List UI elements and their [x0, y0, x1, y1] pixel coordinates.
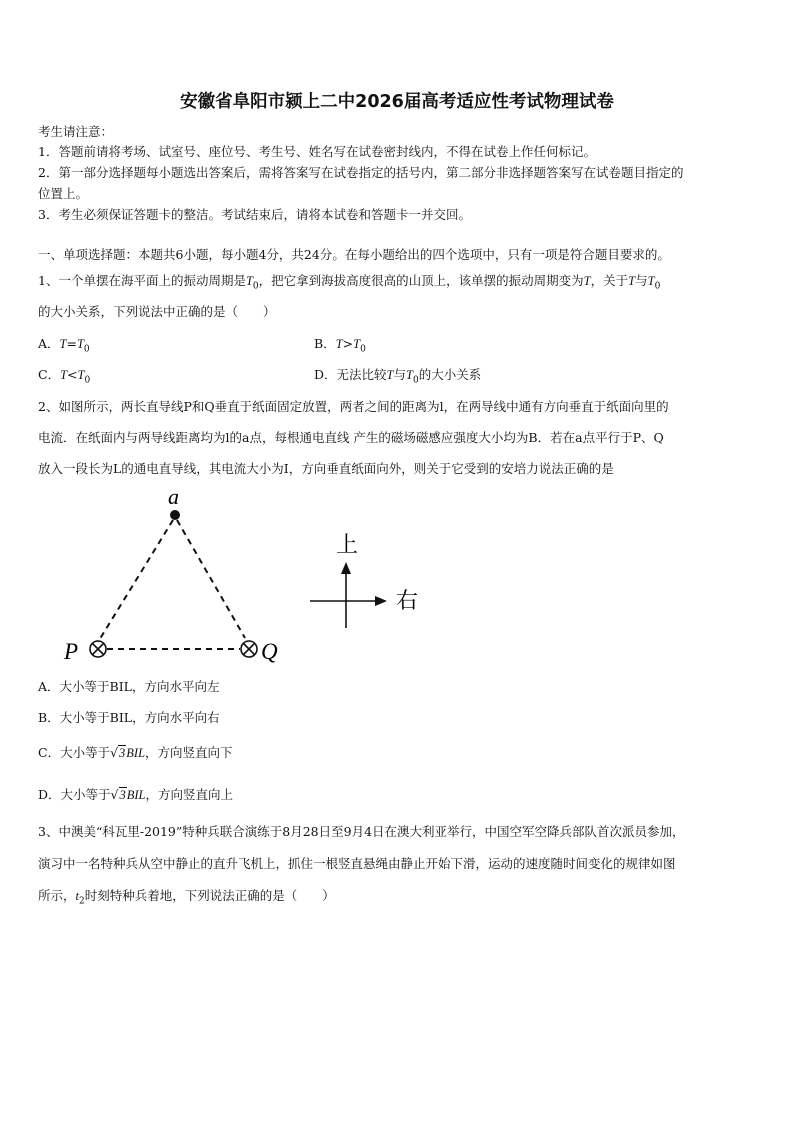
var-T0: T [77, 368, 85, 382]
page-title: 安徽省阜阳市颍上二中2026届高考适应性考试物理试卷 [180, 92, 614, 112]
notice-item: 位置上。 [38, 186, 89, 201]
sqrt-expression: √3 [110, 745, 126, 760]
q1-text: 1、一个单摆在海平面上的振动周期是 [38, 273, 246, 288]
wire-q-into-page-icon [241, 641, 257, 657]
wire-p-into-page-icon [90, 641, 106, 657]
label-up: 上 [336, 532, 359, 557]
notice-item: 1．答题前请将考场、试室号、座位号、考生号、姓名写在试卷密封线内，不得在试卷上作任何标记。 [38, 144, 596, 159]
var-T: T [60, 368, 68, 382]
sqrt-radicand: 3 [119, 788, 126, 802]
q3-stem-line3 [38, 886, 335, 907]
dashed-line-ap [98, 520, 173, 642]
q1-text: 与 [393, 367, 406, 382]
var-T0: T [76, 337, 84, 351]
operator: = [66, 336, 77, 351]
q2-stem-line1: 2、如图所示，两长直导线P和Q垂直于纸面固定放置，两者之间的距离为l，在两导线中通有方向垂直于纸面向里的 [38, 399, 669, 414]
var-BIL: BIL [126, 788, 146, 802]
sqrt-expression: √3 [110, 787, 126, 802]
q2-option-c[interactable] [38, 743, 233, 761]
q3-text: 所示， [38, 888, 76, 903]
q1-stem-line2: 的大小关系，下列说法中正确的是（ ） [38, 304, 276, 319]
operator: > [342, 336, 354, 351]
var-T: T [386, 368, 394, 382]
subscript: 0 [84, 375, 91, 386]
var-T0: T [647, 274, 655, 288]
section-heading: 一、单项选择题：本题共6小题，每小题4分，共24分。在每小题给出的四个选项中，只有一项是符合题目要求的。 [38, 247, 670, 262]
q2-diagram [60, 482, 440, 667]
option-label: A． [38, 336, 60, 351]
q2-stem-line3: 放入一段长为L的通电直导线，其电流大小为I，方向垂直纸面向外，则关于它受到的安培力说法正确的是 [38, 461, 614, 476]
subscript: 0 [412, 375, 419, 386]
q3-text: 时刻特种兵着地，下列说法正确的是（ ） [84, 888, 335, 903]
q1-text: ，把它拿到海拔高度很高的山顶上，该单摆的振动周期变为 [258, 273, 584, 288]
var-T: T [335, 337, 343, 351]
operator: < [67, 367, 78, 382]
q1-text: 的大小关系 [418, 367, 482, 382]
q1-text: ，关于 [590, 273, 629, 288]
var-T0: T [406, 368, 413, 382]
q2-stem-line2: 电流．在纸面内与两导线距离均为l的a点，每根通电直线 产生的磁场磁感应强度大小均为B．若在a点平行于P、Q [38, 430, 664, 445]
option-label: D．无法比较 [314, 367, 387, 382]
subscript: 0 [252, 281, 259, 292]
direction-arrows-icon [310, 562, 387, 628]
option-text: D．大小等于 [38, 787, 111, 802]
dashed-line-aq [177, 520, 245, 638]
var-T: T [59, 337, 67, 351]
q1-option-b[interactable] [314, 334, 366, 355]
q1-option-d[interactable] [314, 365, 481, 386]
option-text: C．大小等于 [38, 745, 111, 760]
q1-text: 与 [635, 273, 648, 288]
var-T: T [628, 274, 636, 288]
var-t: t [75, 889, 79, 903]
subscript: 0 [654, 281, 661, 292]
var-T0: T [245, 274, 253, 288]
q1-stem-line1 [38, 271, 660, 292]
option-label: C． [38, 367, 61, 382]
point-a-label: a [168, 484, 179, 509]
var-BIL: BIL [126, 746, 146, 760]
option-text: ，方向竖直向下 [145, 745, 233, 760]
sqrt-radicand: 3 [119, 746, 126, 760]
option-text: ，方向竖直向上 [145, 787, 234, 802]
var-T0: T [353, 337, 361, 351]
q2-option-b[interactable]: B．大小等于BIL，方向水平向右 [38, 710, 220, 725]
subscript: 0 [360, 344, 366, 355]
q1-option-c[interactable] [38, 365, 90, 386]
notice-item: 2．第一部分选择题每小题选出答案后，需将答案写在试卷指定的括号内，第二部分非选择题答案写在试卷题目指定的 [38, 165, 684, 180]
point-a-dot [170, 510, 180, 520]
subscript: 2 [79, 896, 85, 907]
q3-stem-line2: 演习中一名特种兵从空中静止的直升飞机上，抓住一根竖直悬绳由静止开始下滑，运动的速度随时间变化的规律如图 [38, 856, 676, 871]
label-right: 右 [396, 588, 419, 613]
option-label: B． [314, 336, 336, 351]
notice-heading: 考生请注意： [38, 124, 114, 139]
q2-option-a[interactable]: A．大小等于BIL，方向水平向左 [38, 679, 220, 694]
q2-option-d[interactable] [38, 785, 233, 803]
q3-stem-line1: 3、中澳美“科瓦里-2019”特种兵联合演练于8月28日至9月4日在澳大利亚举行，中国空军空降兵部队首次派员参加， [38, 824, 685, 839]
var-T: T [583, 274, 591, 288]
wire-q-label: Q [261, 639, 278, 664]
subscript: 0 [83, 344, 90, 355]
q1-option-a[interactable] [38, 334, 90, 355]
notice-item: 3．考生必须保证答题卡的整洁。考试结束后，请将本试卷和答题卡一并交回。 [38, 207, 471, 222]
wire-p-label: P [64, 639, 79, 664]
